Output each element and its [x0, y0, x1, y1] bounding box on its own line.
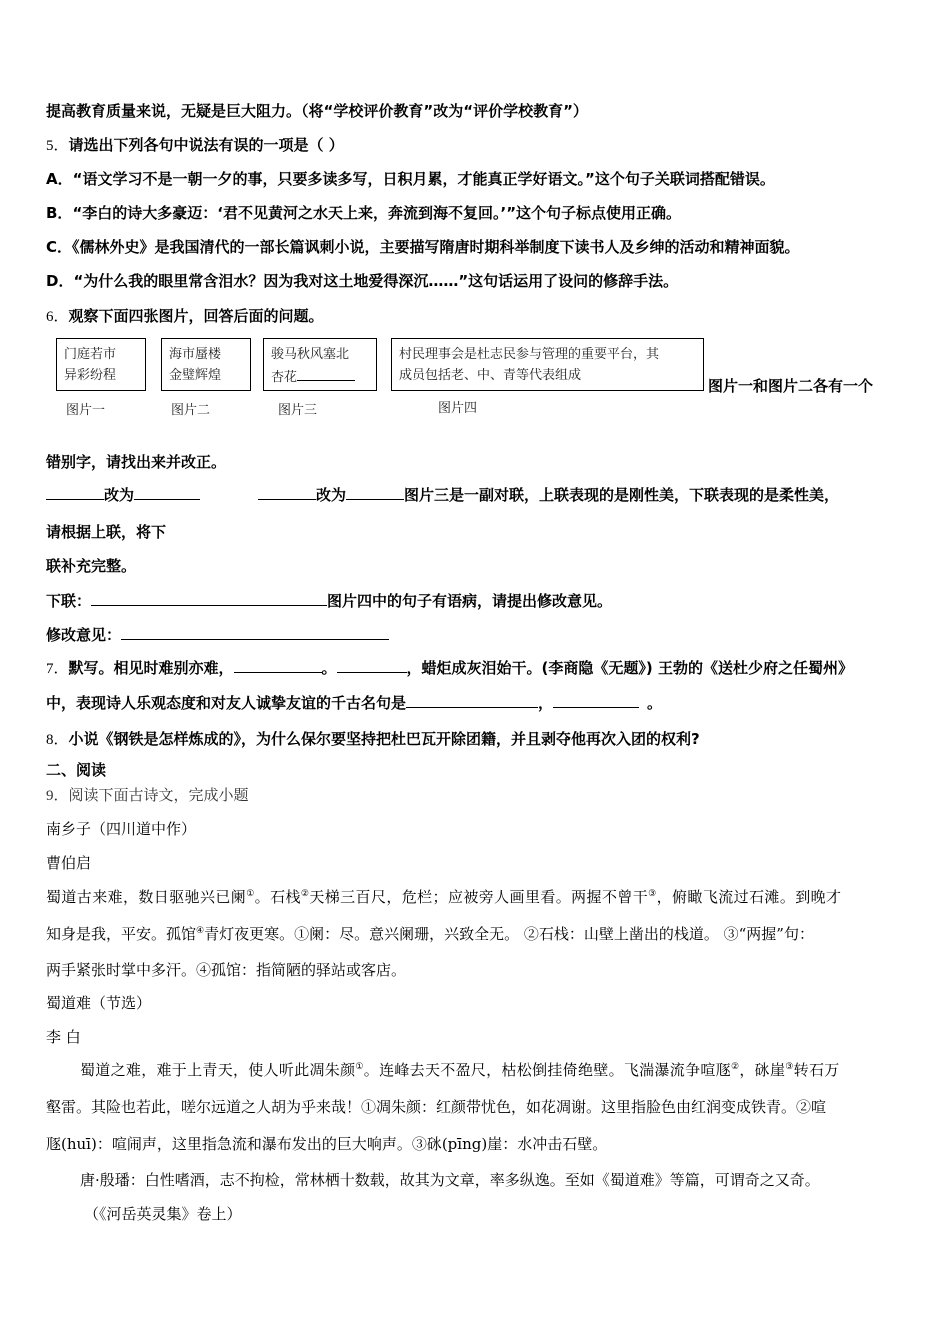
q6-xialian-line: 下联： 图片四中的句子有语病，请提出修改意见。 — [46, 592, 613, 610]
picture-text-line: 杏花 — [271, 365, 369, 388]
q5-stem — [46, 135, 344, 156]
poem2-text-line-3: 豗(huī)：喧闹声，这里指急流和瀑布发出的巨大响声。③砯(pīng)崖：水冲击石壁。 — [46, 1135, 608, 1153]
option-text: “语文学习不是一朝一夕的事，只要多读多写，日积月累，才能真正学好语文。”这个句子关联词搭配错误。 — [72, 170, 775, 188]
picture-four-caption: 图片四 — [438, 401, 478, 416]
q6-revision-line: 修改意见： — [46, 624, 389, 645]
poem1-text-line-1: 蜀道古来难，数日驱驰兴已阑①。石栈②天梯三百尺，危栏；应被旁人画里看。两握不曾干③，俯瞰飞流过石滩。到晚才 — [46, 888, 842, 906]
option-text: “为什么我的眼里常含泪水？因为我对这土地爱得深沉……”这句话运用了设问的修辞手法。 — [73, 272, 679, 290]
poem-blank-2[interactable] — [337, 657, 407, 673]
q9-stem: 9．阅读下面古诗文，完成小题 — [46, 786, 249, 804]
commentary-source: （《河岳英灵集》卷上） — [84, 1205, 242, 1223]
option-text: “李白的诗大多豪迈：‘君不见黄河之水天上来，奔流到海不复回。’”这个句子标点使用正确。 — [72, 204, 682, 222]
q6-stem — [46, 306, 324, 327]
picture-two-box — [161, 338, 251, 391]
option-text: 《儒林外史》是我国清代的一部长篇讽刺小说，主要描写隋唐时期科举制度下读书人及乡绅的活动和精神面貌。 — [72, 238, 800, 256]
poem1-author: 曹伯启 — [46, 854, 92, 872]
q4-answer-tail: 提高教育质量来说，无疑是巨大阻力。（将“学校评价教育”改为“评价学校教育”） — [46, 102, 588, 120]
commentary-text: 唐·殷璠：白性嗜酒，志不拘检，常林栖十数载，故其为文章，率多纵逸。至如《蜀道难》等篇，可谓奇之又奇。 — [80, 1171, 820, 1189]
poem-blank-1[interactable] — [234, 657, 322, 673]
poem2-text-line-1: 蜀道之难，难于上青天，使人听此凋朱颜①。连峰去天不盈尺，枯松倒挂倚绝壁。飞湍瀑流争喧豗②，砯崖③转石万 — [80, 1061, 840, 1079]
q8-question: 8．小说《钢铁是怎样炼成的》，为什么保尔要坚持把杜巴瓦开除团籍，并且剥夺他再次入团的权利? — [46, 730, 700, 748]
q5-option-b — [46, 203, 681, 223]
q5-option-c — [46, 237, 800, 257]
poem1-title: 南乡子（四川道中作） — [46, 820, 197, 838]
q6-number: 6． — [46, 309, 69, 325]
wrong-char-blank-2[interactable] — [258, 484, 316, 500]
poem-blank-4[interactable] — [553, 692, 639, 708]
option-label: B． — [46, 204, 73, 222]
q6-couplet-instruction: 请根据上联，将下 — [46, 523, 167, 541]
correct-char-blank-1[interactable] — [134, 484, 200, 500]
q5-option-d — [46, 271, 678, 291]
option-label: D． — [46, 272, 74, 290]
q6-instruction-start: 图片一和图片二各有一个 — [708, 377, 874, 395]
picture-text-line: 海市蜃楼 — [169, 347, 222, 362]
picture-one-box — [56, 338, 146, 391]
picture-one-caption: 图片一 — [66, 403, 106, 418]
wrong-char-blank-1[interactable] — [46, 484, 104, 500]
poem2-author: 李 白 — [46, 1028, 81, 1046]
poem2-text-line-2: 壑雷。其险也若此，嗟尔远道之人胡为乎来哉！①凋朱颜：红颜带忧色，如花凋谢。这里指脸色由红润变成铁青。②喧 — [46, 1098, 827, 1116]
picture-text-line: 村民理事会是杜志民参与管理的重要平台，其 — [399, 347, 660, 362]
q6-couplet-instruction-cont: 联补充完整。 — [46, 557, 137, 575]
correct-char-blank-2[interactable] — [346, 484, 404, 500]
q7-line-1: 7．默写。相见时难别亦难， 。 ，蜡炬成灰泪始干。(李商隐《无题》) 王勃的《送杜少府之任蜀州》 — [46, 659, 853, 677]
poem-blank-3[interactable] — [406, 692, 538, 708]
couplet-blank — [297, 365, 355, 381]
picture-text-line: 骏马秋风塞北 — [271, 347, 350, 362]
picture-four-box — [391, 338, 704, 391]
revision-blank[interactable] — [121, 624, 389, 640]
q5-stem-text: 请选出下列各句中说法有误的一项是（ ） — [68, 136, 344, 154]
poem1-notes-line: 两手紧张时掌中多汗。④孤馆：指简陋的驿站或客店。 — [46, 961, 407, 979]
picture-text-line: 异彩纷程 — [64, 368, 117, 383]
picture-text-line: 金璧辉煌 — [169, 368, 222, 383]
picture-two-caption: 图片二 — [171, 403, 211, 418]
poem2-title: 蜀道难（节选） — [46, 994, 152, 1012]
q6-stem-text: 观察下面四张图片，回答后面的问题。 — [68, 307, 324, 325]
q5-number: 5． — [46, 138, 69, 154]
option-label: A． — [46, 170, 73, 188]
q5-option-a — [46, 169, 775, 189]
q6-corrections-line: 改为 改为 图片三是一副对联，上联表现的是刚性美，下联表现的是柔性美， — [46, 484, 839, 505]
xialian-blank[interactable] — [91, 590, 327, 606]
picture-three-box — [263, 338, 377, 391]
poem1-text-line-2: 知身是我，平安。孤馆④青灯夜更寒。①阑：尽。意兴阑珊，兴致全无。 ②石栈：山壁上凿出的栈道。 ③“两握”句： — [46, 925, 814, 943]
section-reading-heading: 二、阅读 — [46, 761, 107, 779]
picture-three-caption: 图片三 — [278, 403, 318, 418]
q6-instruction-cont: 错别字，请找出来并改正。 — [46, 453, 227, 471]
q7-line-2: 中，表现诗人乐观态度和对友人诚挚友谊的千古名句是 ， 。 — [46, 694, 663, 712]
picture-text-line: 成员包括老、中、青等代表组成 — [399, 368, 582, 383]
option-label: C． — [46, 238, 73, 256]
picture-text-line: 门庭若市 — [64, 347, 117, 362]
